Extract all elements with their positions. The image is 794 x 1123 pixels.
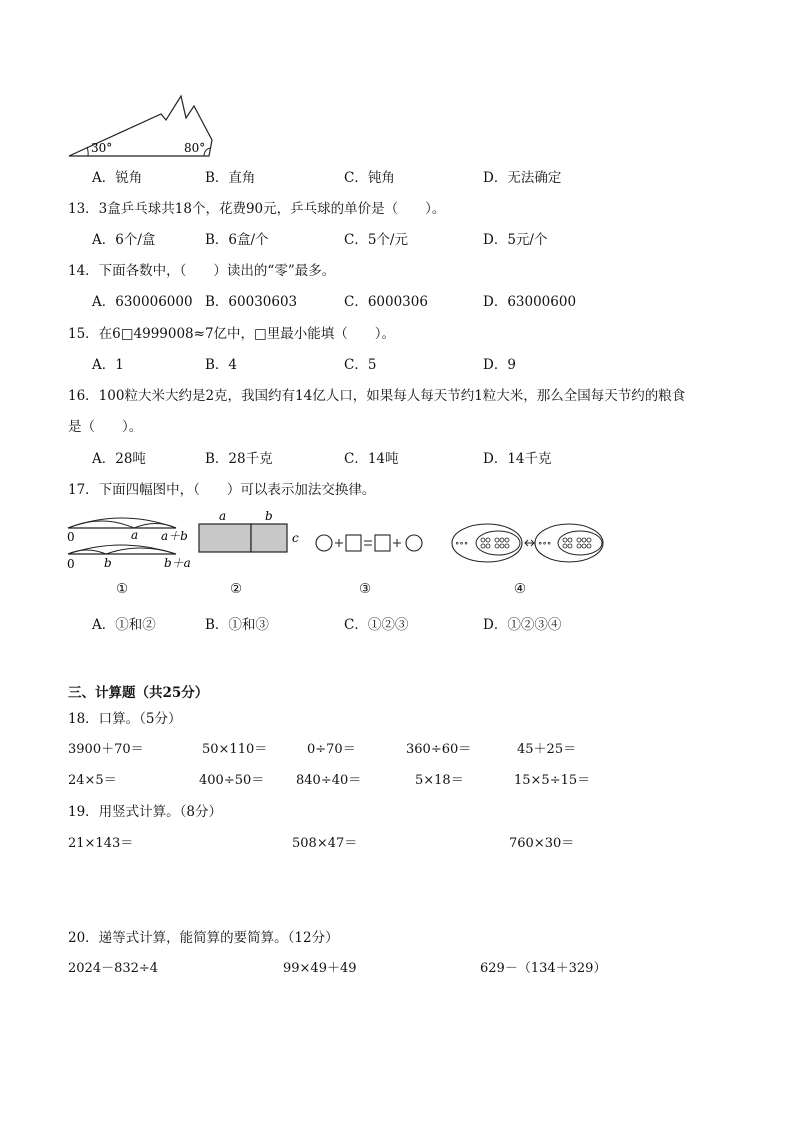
q17-figure-2-rectangles: [195, 508, 305, 558]
q19-item1: 21×143＝: [68, 836, 134, 851]
q12-option-c[interactable]: C．钝角: [344, 170, 395, 186]
q19-item3: 760×30＝: [509, 836, 575, 851]
fig1-line1-a: a: [131, 528, 139, 542]
fig3-circle-1: [316, 535, 332, 551]
q18-row2-item5: 15×5÷15＝: [514, 773, 591, 788]
q18-row2-item3: 840÷40＝: [296, 773, 362, 788]
q17-option-b[interactable]: B．①和③: [205, 617, 269, 633]
q17-fig-label-1: ①: [116, 581, 129, 597]
fig3-square-2: [375, 535, 390, 551]
q17-figure-1-number-lines: [64, 510, 198, 572]
q18-title: 18．口算。（5分）: [68, 711, 182, 727]
q16-option-a[interactable]: A．28吨: [92, 451, 146, 467]
fig2-label-c: c: [292, 531, 299, 545]
q12-option-a[interactable]: A．锐角: [92, 170, 143, 186]
q13-option-d[interactable]: D．5元/个: [483, 232, 548, 248]
q15-question: 15．在6□4999008≈7亿中，□里最小能填（ ）。: [68, 326, 396, 342]
q18-row1-item4: 360÷60＝: [406, 742, 472, 757]
q17-fig-label-4: ④: [514, 581, 527, 597]
q15-option-d[interactable]: D．9: [483, 357, 516, 373]
q12-option-d[interactable]: D．无法确定: [483, 170, 562, 186]
fig1-line1-zero: 0: [67, 530, 75, 544]
q18-row1-item5: 45＋25＝: [517, 742, 577, 757]
fig1-line1-a-plus-b: a＋b: [161, 529, 188, 543]
angle-label-80: 80°: [184, 141, 206, 155]
q20-title: 20．递等式计算，能简算的要简算。（12分）: [68, 930, 339, 946]
q14-question: 14．下面各数中，（ ）读出的“零”最多。: [68, 263, 336, 279]
fig2-label-a: a: [219, 509, 227, 523]
q16-option-c[interactable]: C．14吨: [344, 451, 399, 467]
q17-option-a[interactable]: A．①和②: [92, 617, 156, 633]
q15-option-b[interactable]: B．4: [205, 357, 238, 373]
q14-option-a[interactable]: A．630006000: [92, 294, 193, 310]
angle-label-30: 30°: [91, 141, 113, 155]
section-3-heading: 三、计算题（共25分）: [68, 685, 209, 701]
q20-item1: 2024－832÷4: [68, 961, 159, 976]
q18-row2-item1: 24×5＝: [68, 773, 117, 788]
fig1-line2-b: b: [104, 556, 112, 570]
q20-item2: 99×49＋49: [283, 961, 357, 976]
q20-item3: 629－（134＋329）: [480, 961, 607, 976]
fig2-rect-right: [251, 524, 287, 552]
q14-option-b[interactable]: B．60030603: [205, 294, 298, 310]
q17-figure-3-shapes-equation: [312, 530, 432, 556]
q17-option-c[interactable]: C．①②③: [344, 617, 409, 633]
fig2-label-b: b: [265, 509, 273, 523]
q17-question: 17．下面四幅图中，（ ）可以表示加法交换律。: [68, 482, 376, 498]
q17-figure-4-ellipse-groups: [450, 520, 606, 568]
q12-option-b[interactable]: B．直角: [205, 170, 256, 186]
q18-row2-item2: 400÷50＝: [199, 773, 265, 788]
angle-arc-left: [87, 147, 88, 156]
fig1-line2-zero: 0: [67, 557, 75, 571]
q18-row1-item1: 3900＋70＝: [68, 742, 144, 757]
q15-option-c[interactable]: C．5: [344, 357, 377, 373]
q16-option-b[interactable]: B．28千克: [205, 451, 273, 467]
q17-option-d[interactable]: D．①②③④: [483, 617, 562, 633]
fig2-rect-left: [199, 524, 251, 552]
q14-option-d[interactable]: D．63000600: [483, 294, 577, 310]
q16-question-line2: 是（ ）。: [68, 419, 143, 435]
q19-item2: 508×47＝: [292, 836, 358, 851]
q13-option-a[interactable]: A．6个/盒: [92, 232, 156, 248]
fig4-left-dots: ∘∘∘: [455, 539, 469, 549]
fig4-inner-ellipse-left: [476, 531, 520, 555]
q15-option-a[interactable]: A．1: [92, 357, 124, 373]
q18-row2-item4: 5×18＝: [415, 773, 464, 788]
q13-option-b[interactable]: B．6盒/个: [205, 232, 269, 248]
q19-title: 19．用竖式计算。（8分）: [68, 804, 223, 820]
q12-torn-triangle-figure: [66, 94, 216, 160]
q13-question: 13．3盒乒乓球共18个，花费90元，乒乓球的单价是（ ）。: [68, 201, 446, 217]
q16-question-line1: 16．100粒大米大约是2克，我国约有14亿人口，如果每人每天节约1粒大米，那么全国每天节约的粮食: [68, 388, 686, 404]
q17-fig-label-2: ②: [230, 581, 243, 597]
q17-fig-label-3: ③: [359, 581, 372, 597]
q16-option-d[interactable]: D．14千克: [483, 451, 552, 467]
q13-option-c[interactable]: C．5个/元: [344, 232, 408, 248]
q14-option-c[interactable]: C．6000306: [344, 294, 428, 310]
fig3-circle-2: [406, 535, 422, 551]
fig1-line2-b-plus-a: b＋a: [164, 556, 191, 570]
q18-row1-item2: 50×110＝: [202, 742, 268, 757]
q18-row1-item3: 0÷70＝: [307, 742, 356, 757]
fig4-right-dots: ∘∘∘: [538, 539, 552, 549]
fig3-square-1: [346, 535, 361, 551]
fig4-inner-ellipse-right: [558, 531, 602, 555]
